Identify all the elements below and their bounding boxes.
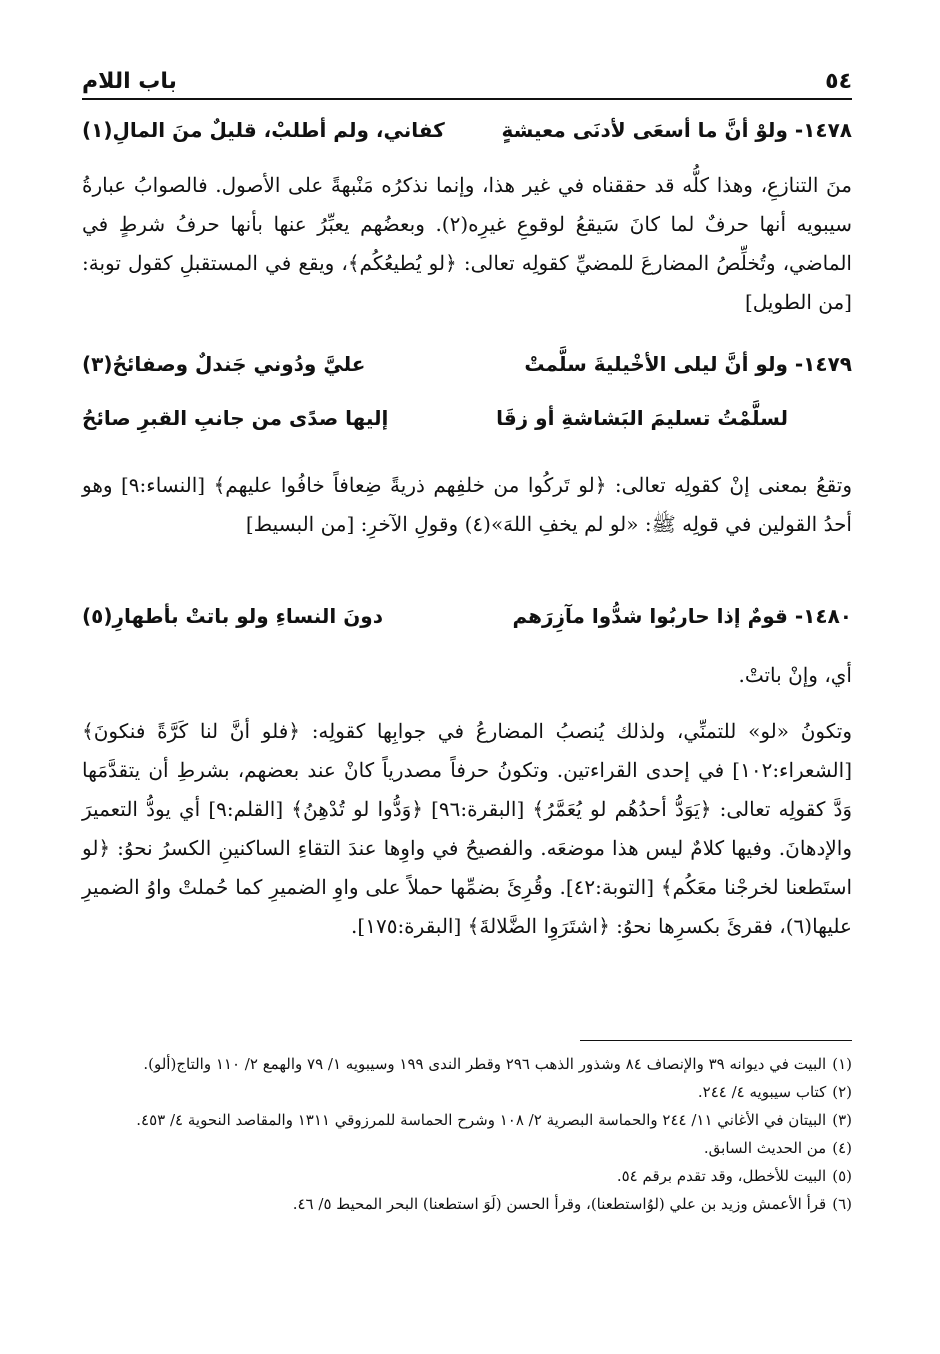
- footnote-text: البيت في ديوانه ٣٩ والإنصاف ٨٤ وشذور الذهب ٢٩٦ وقطر الندى ١٩٩ وسيبويه ١/ ٧٩ والهمع ٢/ ١١٠ والتاج(ألو).: [143, 1055, 827, 1073]
- verse-1479: [82, 352, 852, 446]
- paragraph-text: وتكونُ «لو» للتمنِّي، ولذلك يُنصبُ المضارعُ في جوابِها كقولِه: ﴿فلو أنَّ لنا كَرَّةً فنكونَ﴾ [الشعراء:١٠٢] في إحدى القراءتين. وتكونُ حرفاً مصدرياً كانْ عند بعضهم، بشرطِ أن يتقدَّمَها وَدَّ كقولِه تعالى: ﴿يَوَدُّ أحدُهُم لو يُعَمَّرُ﴾ [البقرة:٩٦] ﴿وَدُّوا لو تُدْهِنُ﴾ [القلم:٩] أي يودُّ التعميرَ والإدهانَ. وفيها كلامٌ ليس هذا موضعَه. والفصيحُ في واوِها عندَ التقاءِ الساكنينِ الكسرُ نحوُ: ﴿لو استَطعنا لخرجْنا معَكُم﴾ [التوبة:٤٢]. وقُرِئَ بضمِّها حملاً على واوِ الضميرِ كما حُملتْ واوُ الضميرِ عليها(٦)، فقرئَ بكسرِها نحوُ: ﴿اشتَرَوِا الضَّلالةَ﴾ [البقرة:١٧٥].: [82, 719, 853, 938]
- verse-hemistich-first: قومٌ إذا حاربُوا شدُّوا مآزِرَهم: [512, 604, 788, 628]
- footnote-number: (٣): [832, 1111, 852, 1129]
- verse-number: ١٤٨٠-: [794, 604, 852, 628]
- footnote-5: [82, 1164, 852, 1188]
- verse-hemistich-first: ولوْ أنَّ ما أسعَى لأدنَى معيشةٍ: [501, 118, 788, 142]
- footnote-text: قرأ الأعمش وزيد بن علي (لوُاستطعنا)، وقرأ الحسن (لَوَ استطعنا) البحر المحيط ٥/ ٤٦.: [292, 1195, 827, 1213]
- paragraph-text: منَ التنازعِ، وهذا كلُّه قد حققناه في غير هذا، وإنما نذكرُه مَنْبهةً على الأصول. فالصوابُ عبارةُ سيبويه أنها حرفٌ لما كانَ سَيقعُ لوقوعِ غيرِه(٢). وبعضُهم يعبِّرُ عنها بأنها حرفُ شرطٍ في الماضي، وتُخلِّصُ المضارعَ للمضيِّ كقولِه تعالى: ﴿لو يُطيعُكُم﴾، ويقع في المستقبلِ كقول توبة: [من الطويل]: [82, 173, 853, 314]
- footnote-text: البيت للأخطل، وقد تقدم برقم ٥٤.: [616, 1167, 827, 1185]
- footnote-number: (٥): [832, 1167, 852, 1185]
- verse-hemistich-first: ولو أنَّ ليلى الأخْيليةَ سلَّمتْ: [524, 352, 788, 376]
- footnote-number: (١): [832, 1055, 852, 1073]
- footnote-text: من الحديث السابق.: [703, 1139, 827, 1157]
- footnote-number: (٦): [832, 1195, 852, 1213]
- page-number: ٥٤: [825, 69, 852, 94]
- paragraph-1: [82, 166, 852, 322]
- footnote-1: [82, 1052, 852, 1076]
- footnote-text: البيتان في الأغاني ١١/ ٢٤٤ والحماسة البصرية ٢/ ١٠٨ وشرح الحماسة للمرزوقي ١٣١١ والمقاصد النحوية ٤/ ٤٥٣.: [136, 1111, 827, 1129]
- paragraph-4: [82, 712, 852, 946]
- footnote-3: [82, 1108, 852, 1132]
- footnote-4: [82, 1136, 852, 1160]
- footnote-rule: [580, 1040, 852, 1041]
- page-header: [82, 60, 852, 94]
- footnote-6: [82, 1192, 852, 1216]
- verse-1480: [82, 604, 852, 644]
- header-rule: [82, 98, 852, 100]
- footnote-number: (٤): [832, 1139, 852, 1157]
- verse-hemistich-third: لسلَّمْتُ تسليمَ البَشاشةِ أو زقَا: [496, 406, 788, 430]
- verse-hemistich-second: كفاني، ولم أطلبْ، قليلٌ منَ المالِ(١): [82, 118, 445, 142]
- verse-hemistich-fourth: إليها صدًى من جانبِ القبرِ صائحُ: [82, 406, 389, 430]
- footnote-2: [82, 1080, 852, 1104]
- verse-hemistich-second: دونَ النساءِ ولو باتتْ بأطهارِ(٥): [82, 604, 383, 628]
- paragraph-2: [82, 466, 852, 544]
- footnote-text: كتاب سيبويه ٤/ ٢٤٤.: [697, 1083, 827, 1101]
- paragraph-3: [82, 656, 852, 695]
- paragraph-text: أي، وإنْ باتتْ.: [738, 663, 852, 687]
- footnote-number: (٢): [832, 1083, 852, 1101]
- paragraph-text: وتقعُ بمعنى إنْ كقولِه تعالى: ﴿لو تَركُوا من خلفِهم ذريةً ضِعافاً خافُوا عليهم﴾ [النساء:٩] وهو أحدُ القولين في قولِه ﷺ: «لو لم يخفِ اللهَ»(٤) وقولِ الآخرِ: [من البسيط]: [82, 473, 852, 536]
- chapter-title: باب اللام: [82, 69, 177, 94]
- verse-number: ١٤٧٨-: [794, 118, 852, 142]
- verse-number: ١٤٧٩-: [794, 352, 852, 376]
- verse-1478: [82, 118, 852, 158]
- verse-hemistich-second: عليَّ ودُوني جَندلٌ وصفائحُ(٣): [82, 352, 366, 376]
- footnotes: [82, 1052, 852, 1220]
